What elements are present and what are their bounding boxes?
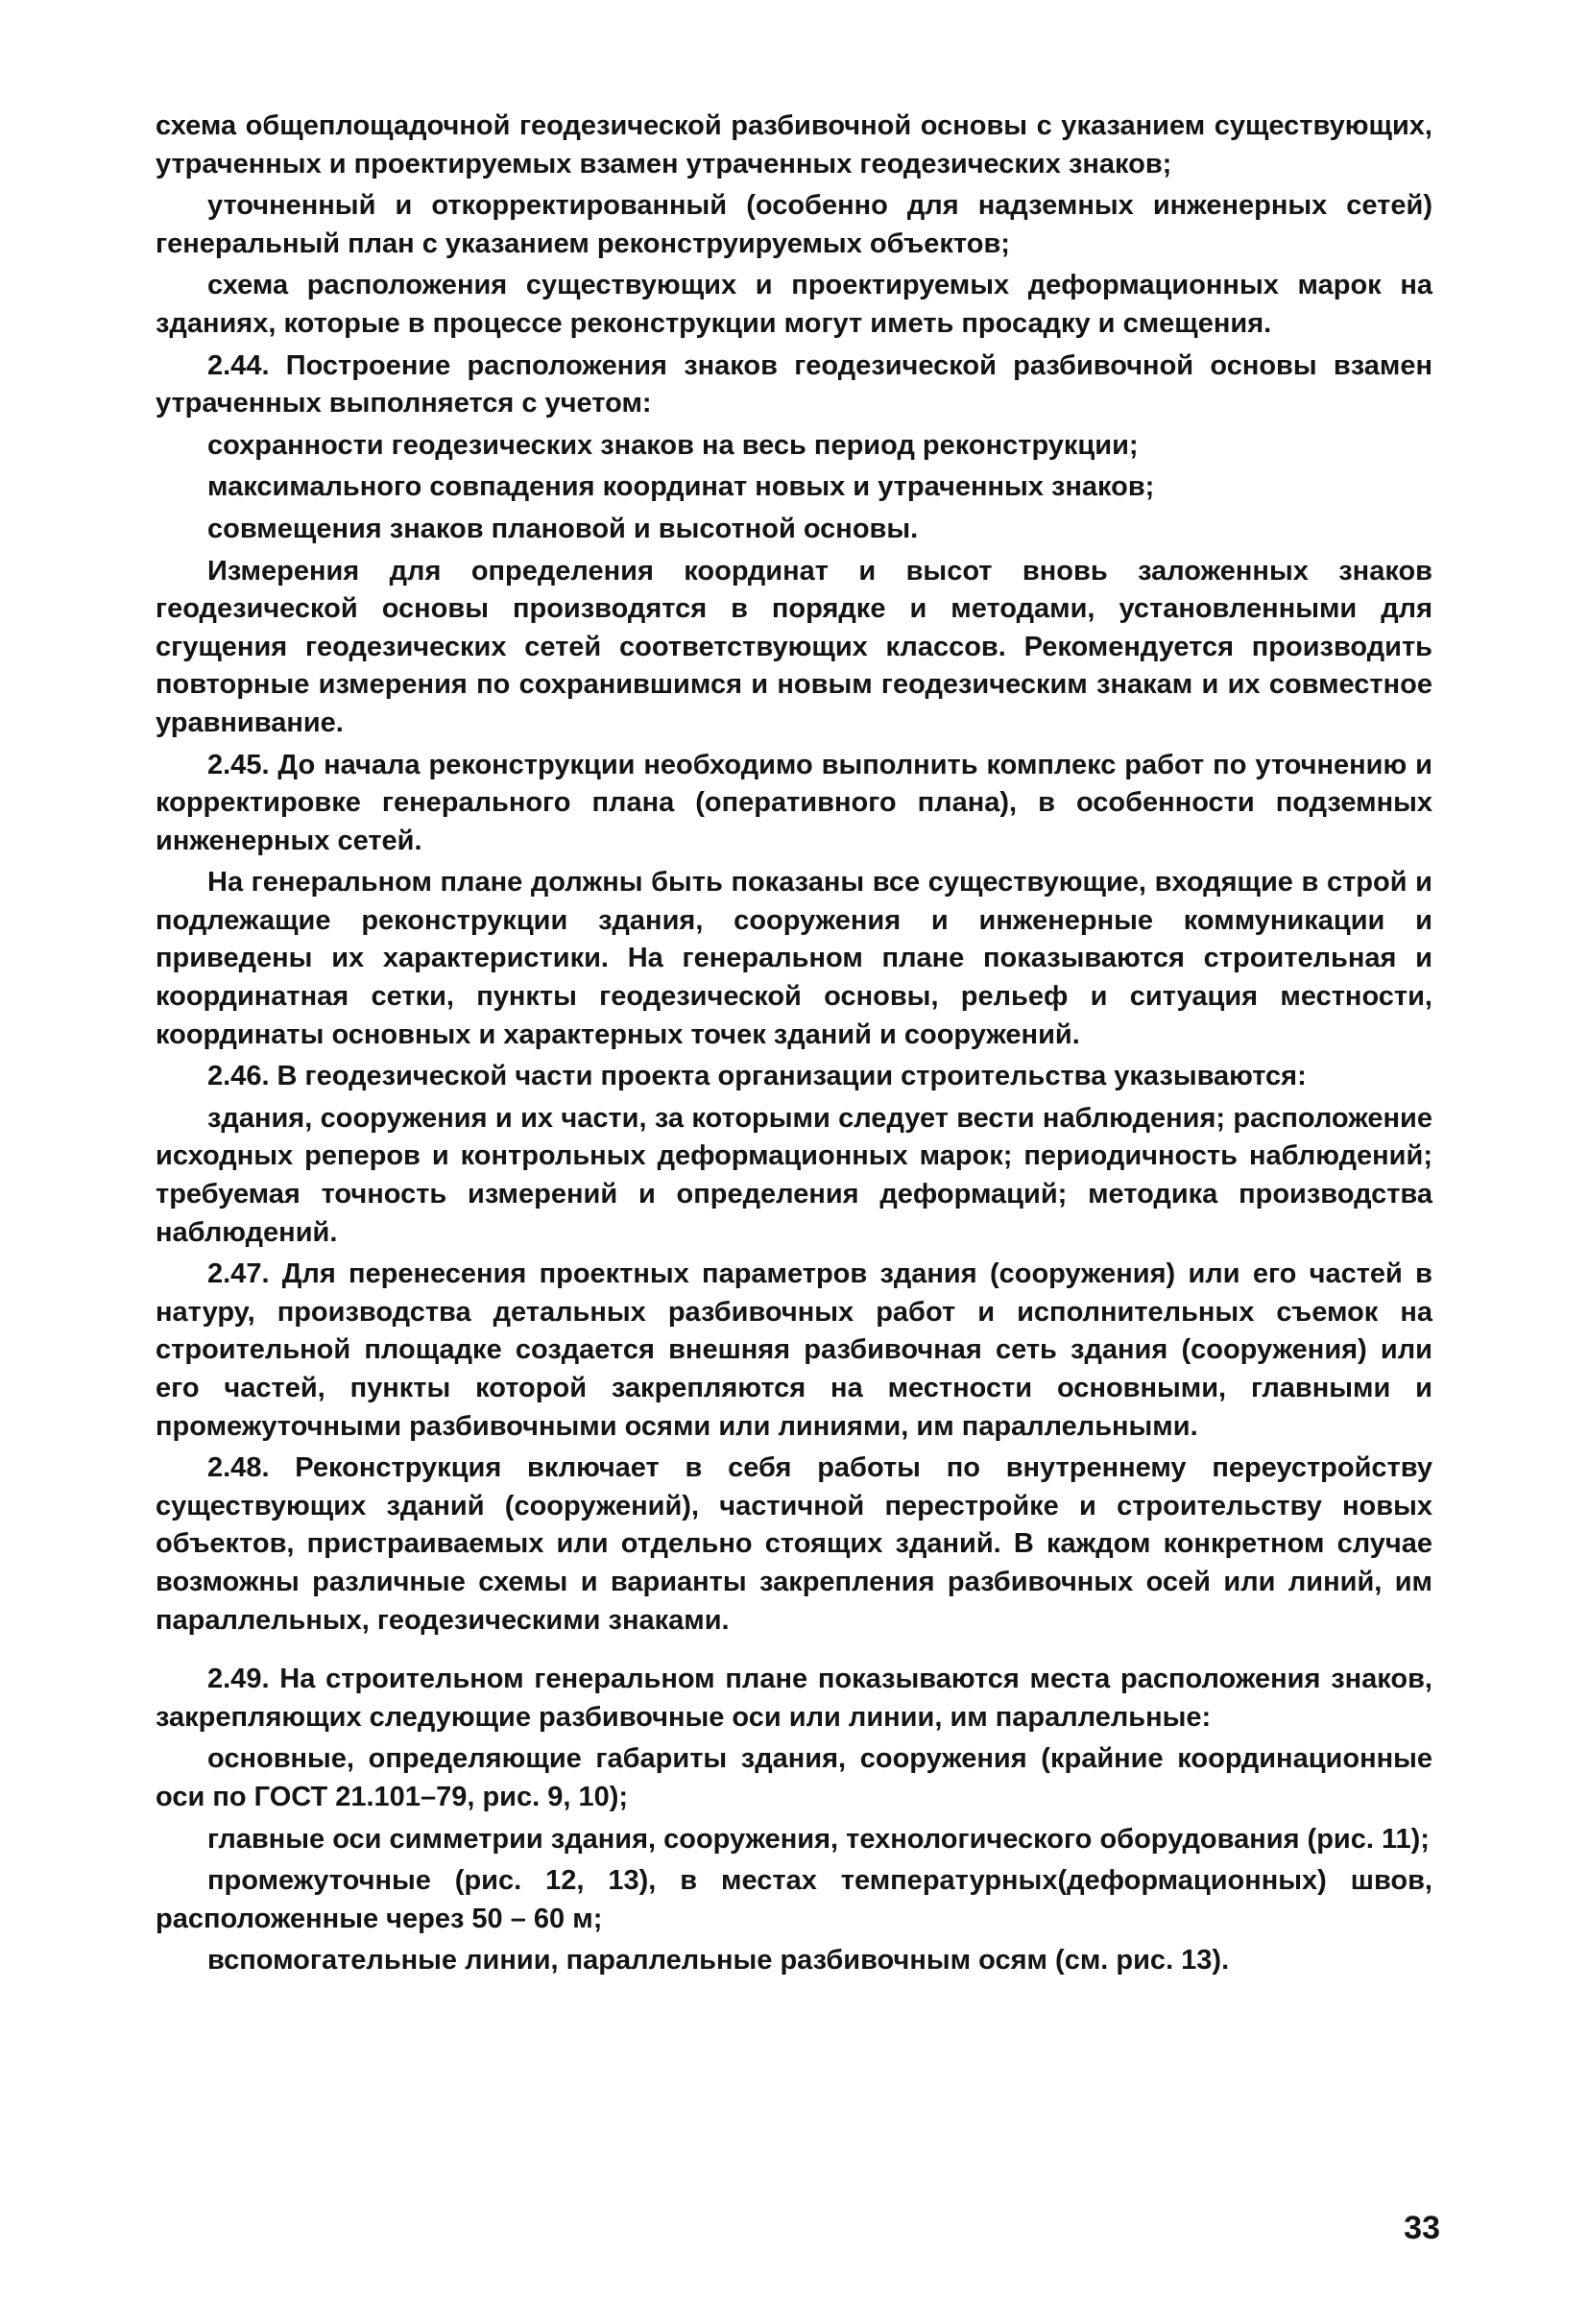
section-2-45: 2.45. До начала реконструкции необходимо выполнить комплекс работ по уточнению и корректировке генерального плана (оперативного плана), в особенности подземных инженерных сетей.	[156, 749, 1432, 856]
section-2-47: 2.47. Для перенесения проектных параметров здания (сооружения) или его частей в натуру, производства детальных разбивочных работ и исполнительных съемок на строительной площадке создается внешняя разбивочная сеть здания (сооружения) или его частей, пункты которой закрепляются на местности основными, главными и промежуточными разбивочными осями или линиями, им параллельными.	[156, 1258, 1432, 1442]
list-item: главные оси симметрии здания, сооружения, технологического оборудования (рис. 11);	[207, 1823, 1430, 1855]
list-item: промежуточные (рис. 12, 13), в местах температурных(деформационных) швов, расположенные через 50 – 60 м;	[156, 1865, 1432, 1934]
section-2-48: 2.48. Реконструкция включает в себя работы по внутреннему переустройству существующих зданий (сооружений), частичной перестройке и строительству новых объектов, пристраиваемых или отдельно стоящих зданий. В каждом конкретном случае возможны различные схемы и варианты закрепления разбивочных осей или линий, им параллельных, геодезическими знаками.	[156, 1452, 1432, 1636]
paragraph: схема общеплощадочной геодезической разбивочной основы с указанием существующих, утраченных и проектируемых взамен утраченных геодезических знаков;	[156, 110, 1432, 180]
section-2-44: 2.44. Построение расположения знаков геодезической разбивочной основы взамен утраченных выполняется с учетом:	[156, 349, 1432, 419]
document-page	[156, 108, 1432, 1984]
paragraph: здания, сооружения и их части, за которыми следует вести наблюдения; расположение исходных реперов и контрольных деформационных марок; периодичность наблюдений; требуемая точность измерений и определения деформаций; методика производства наблюдений.	[156, 1102, 1432, 1248]
section-2-49: 2.49. На строительном генеральном плане показываются места расположения знаков, закрепляющих следующие разбивочные оси или линии, им параллельные:	[156, 1664, 1432, 1733]
list-item: основные, определяющие габариты здания, сооружения (крайние координационные оси по ГОСТ 21.101–79, рис. 9, 10);	[156, 1743, 1432, 1812]
list-item: совмещения знаков плановой и высотной основы.	[207, 513, 919, 544]
list-item: сохранности геодезических знаков на весь период реконструкции;	[207, 429, 1139, 461]
paragraph: Измерения для определения координат и высот вновь заложенных знаков геодезической основы производятся в порядке и методами, установленными для сгущения геодезических сетей соответствующих классов. Рекомендуется производить повторные измерения по сохранившимся и новым геодезическим знакам и их совместное уравнивание.	[156, 555, 1432, 738]
paragraph: На генеральном плане должны быть показаны все существующие, входящие в строй и подлежащие реконструкции здания, сооружения и инженерные коммуникации и приведены их характеристики. На генеральном плане показываются строительная и координатная сетки, пункты геодезической основы, рельеф и ситуация местности, координаты основных и характерных точек зданий и сооружений.	[156, 867, 1432, 1050]
section-2-46: 2.46. В геодезической части проекта организации строительства указываются:	[207, 1061, 1307, 1092]
paragraph: уточненный и откорректированный (особенно для надземных инженерных сетей) генеральный план с указанием реконструируемых объектов;	[156, 190, 1432, 259]
paragraph: схема расположения существующих и проектируемых деформационных марок на зданиях, которые в процессе реконструкции могут иметь просадку и смещения.	[156, 270, 1432, 339]
list-item: вспомогательные линии, параллельные разбивочным осям (см. рис. 13).	[207, 1945, 1230, 1977]
list-item: максимального совпадения координат новых и утраченных знаков;	[207, 471, 1155, 503]
page-number: 33	[1404, 2210, 1440, 2246]
